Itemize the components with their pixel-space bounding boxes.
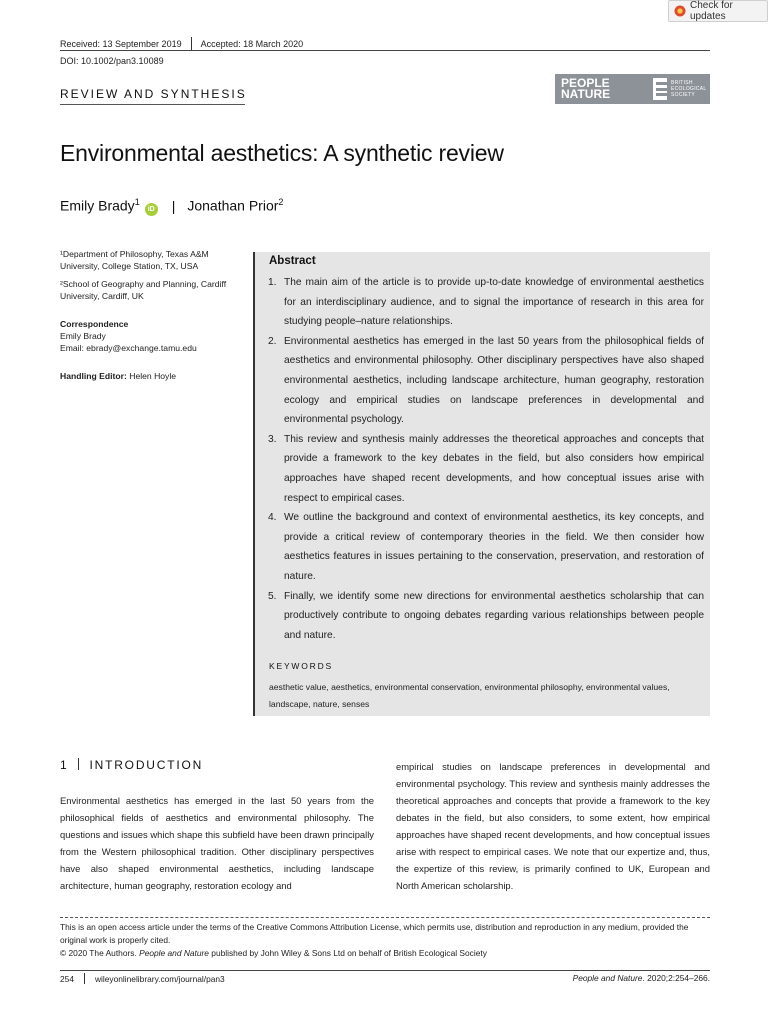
section-heading [60, 758, 203, 772]
body-paragraph: empirical studies on landscape preferences in developmental and environmental psychology. This review and synthesis mainly addresses the theoretical approaches and concepts that provide a framework to the key debates in the field, but also considers, to some extent, how empirical approaches have shaped recent developments, and how conceptual issues arise with respect to empirical cases. We note that our expertize and, thus, the expertize of this review, is primarily confined to UK, European and North American scholarship. [396, 761, 710, 891]
body-paragraph: Environmental aesthetics has emerged in the last 50 years from the philosophical fields of aesthetics and environmental philosophy. The questions and issues which shape this subfield have been drawn principally from the Western philosophical tradition. Other disciplinary perspectives have also shaped environmental aesthetics, including landscape architecture, human geography, restoration ecology and [60, 795, 374, 891]
section-title: INTRODUCTION [89, 758, 204, 772]
bes-logo-icon [653, 78, 667, 100]
keywords-heading: KEYWORDS [269, 661, 333, 671]
author-name[interactable]: Jonathan Prior$^2$ [187, 197, 284, 214]
correspondence-name: Emily Brady [60, 331, 106, 342]
abstract-heading: Abstract [269, 255, 316, 267]
affiliation: ¹Department of Philosophy, Texas A&M University, College Station, TX, USA [60, 249, 209, 272]
section-number: 1 [60, 758, 69, 772]
license-notice [60, 921, 710, 960]
abstract-item: 3. This review and synthesis mainly addresses the theoretical approaches and concepts that provide a framework to the key debates in the field, but also considers how empirical approaches have shaped recent developments, and how conceptual issues arise with respect to empirical cases. [268, 433, 704, 504]
article-dates [60, 37, 303, 51]
correspondence-email[interactable]: Email: ebrady@exchange.tamu.edu [60, 343, 197, 354]
abstract-item: 2. Environmental aesthetics has emerged in the last 50 years from the philosophical fields of aesthetics and environmental philosophy. Other disciplinary perspectives have also shaped environmental aesthetics, including landscape architecture, human geography, restoration ecology and empirical studies on landscape preferences in developmental and environmental psychology. [268, 335, 704, 426]
author-name[interactable]: Emily Brady$^1$ [60, 197, 140, 214]
author-list [60, 197, 283, 216]
license-divider [60, 917, 710, 918]
copyright-line: © 2020 The Authors. People and Nature published by John Wiley & Sons Ltd on behalf of British Ecological Society [60, 948, 487, 958]
date-separator [191, 37, 192, 51]
received-date: Received: 13 September 2019 [60, 39, 182, 49]
crossmark-icon [674, 5, 686, 17]
check-for-updates-button[interactable] [668, 0, 768, 22]
page-footer [60, 973, 710, 984]
article-title: Environmental aesthetics: A synthetic review [60, 140, 504, 166]
page-number: 254 [60, 974, 74, 984]
affiliation: ²School of Geography and Planning, Cardiff University, Cardiff, UK [60, 278, 227, 302]
footer-rule [60, 970, 710, 971]
footer-left [60, 973, 225, 984]
abstract-item: 5. Finally, we identify some new directions for environmental aesthetics scholarship that can productively contribute to ongoing debates regarding various relationships between people and nature. [268, 590, 704, 641]
doi: DOI: 10.1002/pan3.10089 [60, 56, 164, 66]
orcid-icon[interactable]: iD [145, 203, 158, 216]
abstract-item: 1. The main aim of the article is to provide up-to-date knowledge of environmental aesthetics for an interdisciplinary audience, and to signal the importance of research in this area for studying people–nature relationships. [268, 277, 704, 328]
license-text: This is an open access article under the terms of the Creative Commons Attribution License, which permits use, distribution and reproduction in any medium, provided the original work is properly cited. [60, 922, 689, 945]
abstract-item: 4. We outline the background and context of environmental aesthetics, its key concepts, and provide a critical review of contemporary theories in the field. We then consider how aesthetics features in issues pertaining to the conservation, preservation, and restoration of nature. [268, 512, 704, 582]
accepted-date: Accepted: 18 March 2020 [200, 39, 304, 49]
header-rule [60, 50, 710, 51]
footer-citation: People and Nature. 2020;2:254–266. [572, 973, 710, 983]
journal-logo [555, 74, 710, 104]
section-label: REVIEW AND SYNTHESIS [60, 87, 247, 101]
author-separator: | [171, 197, 176, 214]
keywords-list: aesthetic value, aesthetics, environmental conservation, environmental philosophy, environmental values, landscape, nature, senses [269, 682, 670, 709]
journal-logo-wordmark: PEOPLE NATURE [561, 76, 611, 101]
section-underline [60, 104, 245, 105]
abstract-list [268, 273, 704, 645]
affiliations-panel [60, 248, 245, 387]
correspondence-label: Correspondence [60, 318, 129, 329]
society-name: BRITISH ECOLOGICAL SOCIETY [671, 80, 707, 98]
journal-url[interactable]: wileyonlinelibrary.com/journal/pan3 [94, 974, 225, 984]
check-for-updates-label: Check for updates [690, 0, 733, 22]
handling-editor: Handling Editor: Helen Hoyle [60, 370, 177, 381]
